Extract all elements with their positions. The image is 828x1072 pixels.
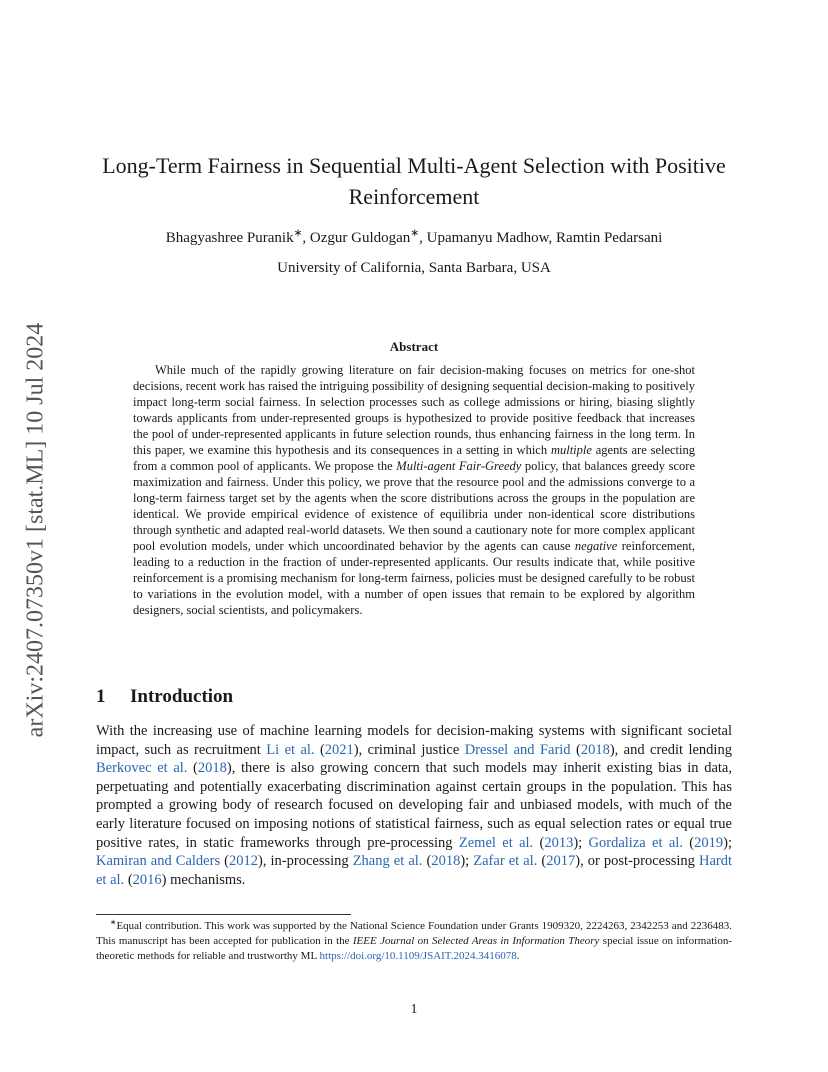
citation-year-link[interactable]: 2018: [431, 853, 461, 870]
footnote-text-2: special issue on information-theoretic methods for reliable and trustworthy ML: [96, 935, 733, 962]
intro-text: );: [573, 834, 589, 851]
footnote-divider: [96, 914, 351, 915]
intro-text: (: [570, 741, 581, 758]
abstract-heading: Abstract: [389, 339, 439, 354]
intro-text: (: [220, 853, 229, 870]
author-list: [96, 230, 732, 247]
footnote-mark: ∗: [110, 917, 117, 927]
footnote-journal: IEEE Journal on Selected Areas in Information Theory: [352, 935, 600, 947]
intro-text: ), or post-processing: [575, 853, 699, 870]
abstract-text-1: While much of the rapidly growing literature on fair decision-making focuses on metrics for one-shot decisions, recent work has raised the intriguing possibility of designing sequential decision-making to positively impact long-term social fairness. In selection processes such as college admissions or hiring, biasing slightly towards applicants from under-represented groups is hypothesized to provide positive feedback that increases the pool of under-represented applicants in future selection rounds, thus enhancing fairness in the long term. In this paper, we examine this hypothesis and its consequences in a setting in which: [133, 363, 695, 457]
abstract-text-4: reinforcement, leading to a reduction in the fraction of under-represented applicants. Our results indicate that, while positive reinforcement is a promising mechanism for long-term fairness, policies must be designed carefully to be robust to variations in the evolution model, with a number of open issues that remain to be explored by algorithm designers, social scientists, and policymakers.: [133, 539, 695, 617]
page-number: 1: [410, 1002, 418, 1017]
author-2: Ozgur Guldogan: [309, 230, 411, 246]
citation-link[interactable]: Zemel et al.: [458, 834, 534, 851]
doi-link[interactable]: https://doi.org/10.1109/JSAIT.2024.3416078: [319, 950, 517, 962]
author-1: Bhagyashree Puranik: [165, 230, 294, 246]
footnote-text-1: Equal contribution. This work was supported by the National Science Foundation under Grants 1909320, 2224263, 2342253 and 2236483. This manuscript has been accepted for publication in the: [96, 920, 732, 947]
authors-rest: , Upamanyu Madhow, Ramtin Pedarsani: [419, 230, 663, 246]
abstract-body: [133, 362, 695, 618]
citation-year-link[interactable]: 2021: [324, 741, 354, 758]
intro-text: );: [723, 834, 732, 851]
section-heading: [96, 686, 732, 708]
arxiv-identifier: [14, 290, 58, 770]
intro-text: ), there is also growing concern that such models may inherit existing bias in data, perpetuating and potentially exacerbating discrimination against certain groups in the population. This has prompted a growing body of research focused on developing fair and unbiased models, with much of the early literature focused on imposing notions of statistical fairness, such as equal selection rates or equal true positive rates, in static frameworks through pre-processing: [96, 760, 732, 851]
citation-year-link[interactable]: 2018: [580, 741, 610, 758]
citation-year-link[interactable]: 2019: [694, 834, 724, 851]
intro-paragraph: [96, 722, 732, 889]
paper-title: Long-Term Fairness in Sequential Multi-Agent Selection with Positive Reinforcement: [102, 153, 726, 209]
arxiv-identifier-text: arXiv:2407.07350v1 [stat.ML] 10 Jul 2024: [22, 322, 49, 738]
abstract-text-2: agents are selecting from a common pool of applicants. We propose the: [133, 443, 696, 473]
footnote: [96, 919, 732, 964]
citation-link[interactable]: Berkovec et al.: [96, 760, 188, 777]
citation-link[interactable]: Zhang et al.: [352, 853, 423, 870]
citation-year-link[interactable]: 2017: [546, 853, 576, 870]
author-separator: ,: [302, 230, 310, 246]
citation-link[interactable]: Dressel and Farid: [464, 741, 571, 758]
intro-text: ) mechanisms.: [161, 871, 246, 888]
intro-text: );: [460, 853, 474, 870]
citation-link[interactable]: Kamiran and Calders: [96, 853, 221, 870]
intro-text: (: [537, 853, 547, 870]
citation-link[interactable]: Zafar et al.: [473, 853, 538, 870]
abstract-emphasis-multiple: multiple: [550, 443, 592, 457]
intro-text: (: [682, 834, 695, 851]
abstract-emphasis-negative: negative: [574, 539, 618, 553]
intro-text: ), criminal justice: [353, 741, 465, 758]
intro-text: ), and credit lending: [609, 741, 732, 758]
intro-text: With the increasing use of machine learning models for decision-making systems with significant societal impact, such as recruitment: [96, 723, 732, 758]
footnote-text-3: .: [516, 950, 520, 962]
intro-text: (: [314, 741, 325, 758]
author-1-mark: ∗: [293, 228, 303, 239]
citation-link[interactable]: Gordaliza et al.: [588, 834, 683, 851]
intro-text: ), in-processing: [258, 853, 353, 870]
citation-link[interactable]: Hardt et al.: [96, 853, 732, 888]
intro-text: (: [187, 760, 198, 777]
author-2-mark: ∗: [410, 228, 420, 239]
intro-text: (: [124, 871, 133, 888]
abstract-text-3: policy, that balances greedy score maximization and fairness. Under this policy, we prove that the resource pool and the admissions converge to a long-term fairness target set by the agents when the score distributions across the groups in the population are identical. We provide empirical evidence of existence of equilibria under non-identical score distributions through synthetic and adapted real-world datasets. We then sound a cautionary note for more complex applicant pool evolution models, under which uncoordinated behavior by the agents can cause: [133, 459, 695, 553]
citation-year-link[interactable]: 2013: [544, 834, 574, 851]
intro-text: (: [533, 834, 545, 851]
abstract-emphasis-policy: Multi-agent Fair-Greedy: [396, 459, 522, 473]
affiliation: University of California, Santa Barbara, USA: [277, 260, 551, 276]
citation-year-link[interactable]: 2012: [229, 853, 258, 870]
intro-text: (: [422, 853, 432, 870]
section-title: Introduction: [130, 686, 234, 707]
section-number: 1: [96, 686, 106, 707]
citation-year-link[interactable]: 2016: [132, 871, 162, 888]
citation-year-link[interactable]: 2018: [197, 760, 227, 777]
citation-link[interactable]: Li et al.: [266, 741, 315, 758]
